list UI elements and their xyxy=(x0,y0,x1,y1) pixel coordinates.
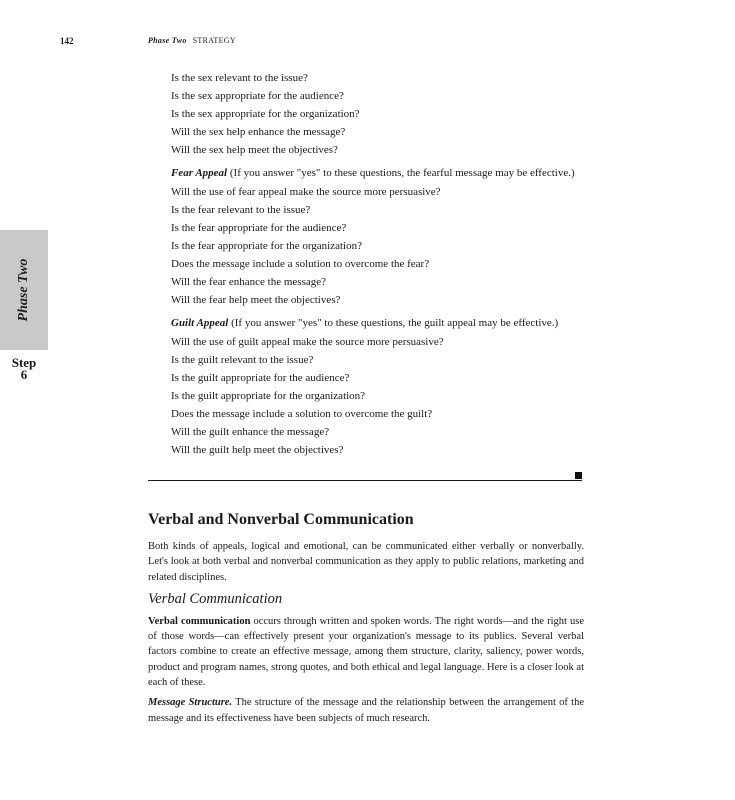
box-end-rule xyxy=(148,480,582,481)
guilt-appeal-intro-text: (If you answer "yes" to these questions, the guilt appeal may be effective.) xyxy=(228,317,559,329)
checklist-question: Will the guilt help meet the objectives? xyxy=(171,444,344,456)
fear-appeal-intro-text: (If you answer "yes" to these questions, the fearful message may be effective.) xyxy=(227,167,575,179)
appeal-checklist-box xyxy=(171,69,591,459)
fear-appeal-intro xyxy=(171,167,591,180)
main-text xyxy=(148,510,584,731)
phase-tab-label: Phase Two xyxy=(16,258,31,322)
end-of-box-square-icon xyxy=(575,472,582,479)
checklist-question: Will the fear enhance the message? xyxy=(171,276,327,288)
checklist-question: Will the sex help meet the objectives? xyxy=(171,144,338,156)
verbal-communication-body: occurs through written and spoken words. The right words—and the right use of those words—can effectively present your organization's message to its publics. Several verbal factors combine to create an effective message, among them structure, clarity, saliency, power words, product and program names, strong quotes, and both ethical and legal language. Here is a closer look at each of these. xyxy=(148,615,584,689)
checklist-question: Is the guilt appropriate for the audience? xyxy=(171,372,350,384)
phase-side-tab xyxy=(0,230,48,350)
step-number: 6 xyxy=(20,367,28,382)
running-head xyxy=(148,36,236,45)
checklist-question: Does the message include a solution to overcome the fear? xyxy=(171,258,430,270)
guilt-appeal-intro xyxy=(171,317,591,330)
intro-paragraph: Both kinds of appeals, logical and emotional, can be communicated either verbally or nonverbally. Let's look at both verbal and nonverbal communication as they apply to public relations, marketing and related disciplines. xyxy=(148,541,584,583)
guilt-appeal-term: Guilt Appeal xyxy=(171,317,229,329)
checklist-question: Is the guilt relevant to the issue? xyxy=(171,354,314,366)
checklist-question: Will the use of fear appeal make the source more persuasive? xyxy=(171,186,441,198)
subsection-heading: Verbal Communication xyxy=(148,590,283,607)
checklist-question: Is the sex appropriate for the organization? xyxy=(171,108,360,120)
step-label xyxy=(8,357,40,381)
sex-appeal-questions xyxy=(171,69,591,159)
running-head-phase: Phase Two xyxy=(148,36,187,45)
checklist-question: Will the sex help enhance the message? xyxy=(171,126,346,138)
fear-appeal-questions xyxy=(171,183,591,309)
section-heading: Verbal and Nonverbal Communication xyxy=(148,511,414,528)
step-word: Step xyxy=(11,355,37,370)
checklist-question: Is the sex relevant to the issue? xyxy=(171,72,308,84)
message-structure-paragraph xyxy=(148,695,584,726)
checklist-question: Will the guilt enhance the message? xyxy=(171,426,330,438)
checklist-question: Will the fear help meet the objectives? xyxy=(171,294,341,306)
page-number: 142 xyxy=(60,36,74,46)
guilt-appeal-questions xyxy=(171,333,591,459)
checklist-question: Does the message include a solution to overcome the guilt? xyxy=(171,408,433,420)
verbal-communication-term: Verbal communication xyxy=(148,615,251,627)
checklist-question: Will the use of guilt appeal make the source more persuasive? xyxy=(171,336,444,348)
message-structure-body: The structure of the message and the relationship between the arrangement of the message and its effectiveness have been subjects of much research. xyxy=(148,697,584,724)
checklist-question: Is the fear relevant to the issue? xyxy=(171,204,311,216)
fear-appeal-term: Fear Appeal xyxy=(171,167,228,179)
running-head-section: STRATEGY xyxy=(192,36,236,45)
checklist-question: Is the sex appropriate for the audience? xyxy=(171,90,344,102)
verbal-communication-paragraph xyxy=(148,614,584,690)
message-structure-term: Message Structure. xyxy=(148,697,233,709)
checklist-question: Is the fear appropriate for the audience? xyxy=(171,222,347,234)
checklist-question: Is the fear appropriate for the organization? xyxy=(171,240,362,252)
checklist-question: Is the guilt appropriate for the organization? xyxy=(171,390,366,402)
